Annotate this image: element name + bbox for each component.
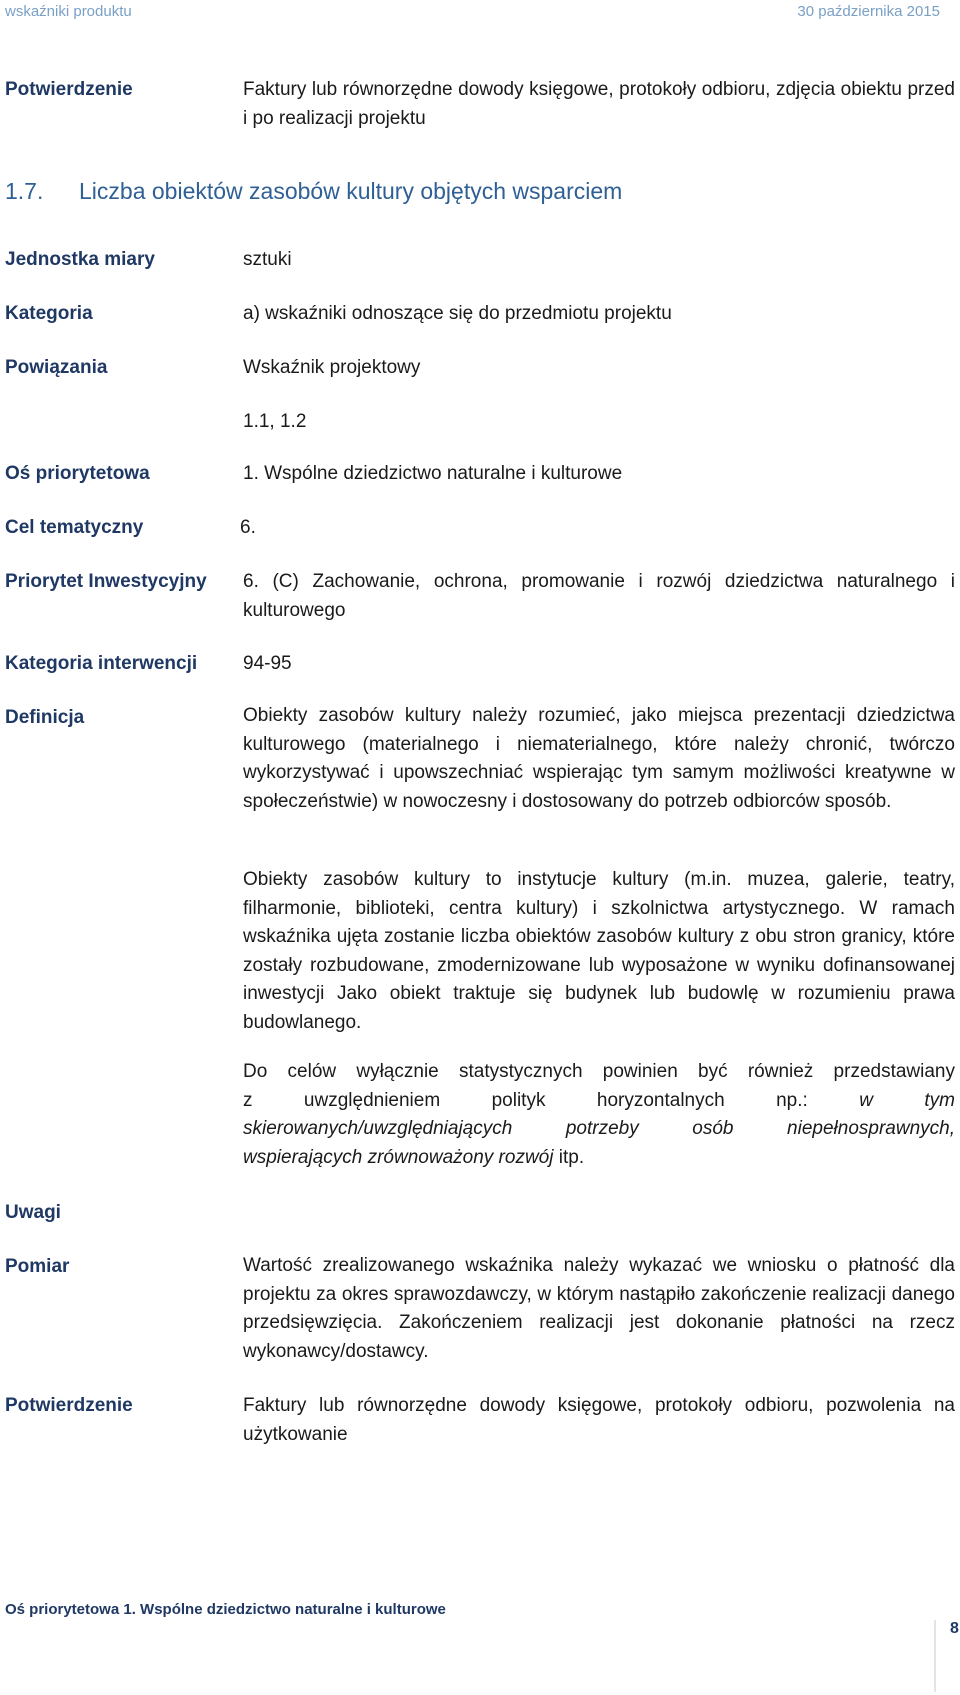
label-kategoria-interwencji: Kategoria interwencji	[5, 653, 198, 674]
value-powiazania-2: 1.1, 1.2	[243, 411, 307, 432]
value-kategoria: a) wskaźniki odnoszące się do przedmiotu projektu	[243, 303, 672, 324]
label-definicja: Definicja	[5, 707, 85, 728]
section-title: Liczba obiektów zasobów kultury objętych wsparciem	[79, 178, 623, 204]
label-powiazania: Powiązania	[5, 357, 108, 378]
value-jednostka-miary: sztuki	[243, 249, 292, 270]
value-pomiar: Wartość zrealizowanego wskaźnika należy wykazać we wniosku o płatność dla projektu za okres sprawozdawczy, w którym nastąpiło zakończenie realizacji danego przedsięwzięcia. Zakończeniem realizacji jest dokonanie płatności na rzecz wykonawcy/dostawcy.	[243, 1255, 955, 1362]
label-pomiar: Pomiar	[5, 1256, 70, 1277]
definicja-p3-line-3: skierowanych/uwzględniających potrzeby osób niepełnosprawnych,	[243, 1118, 955, 1139]
footer-text: Oś priorytetowa 1. Wspólne dziedzictwo naturalne i kulturowe	[5, 1601, 446, 1618]
value-powiazania-1: Wskaźnik projektowy	[243, 357, 421, 378]
header-document-title: wskaźniki produktu	[5, 3, 132, 20]
value-os-priorytetowa: 1. Wspólne dziedzictwo naturalne i kulturowe	[243, 463, 623, 484]
definicja-p3-line-2-italic: w tym	[859, 1089, 956, 1111]
definicja-paragraph-1: Obiekty zasobów kultury należy rozumieć, jako miejsca prezentacji dziedzictwa kulturowego (materialnego i niematerialnego, które należy chronić, twórczo wykorzystywać i upowszechniać wspierając tym samym możliwości kreatywne w społeczeństwie) w nowoczesny i dostosowany do potrzeb odbiorców sposób.	[243, 705, 955, 812]
definicja-p3-line-4-italic: wspierających zrównoważony rozwój	[243, 1146, 554, 1168]
label-jednostka-miary: Jednostka miary	[5, 249, 155, 270]
value-potwierdzenie: Faktury lub równorzędne dowody księgowe, protokoły odbioru, pozwolenia na użytkowanie	[243, 1395, 955, 1445]
header-date: 30 października 2015	[797, 3, 940, 20]
label-potwierdzenie-top: Potwierdzenie	[5, 79, 133, 100]
definicja-p3-line-2	[243, 1087, 955, 1116]
definicja-p3-line-4	[243, 1144, 955, 1173]
page-number: 8	[950, 1620, 959, 1637]
value-priorytet-inwestycyjny: 6. (C) Zachowanie, ochrona, promowanie i rozwój dziedzictwa naturalnego i kulturowego	[243, 571, 955, 621]
label-kategoria: Kategoria	[5, 303, 93, 324]
section-heading	[5, 178, 622, 205]
label-potwierdzenie: Potwierdzenie	[5, 1395, 133, 1416]
label-os-priorytetowa: Oś priorytetowa	[5, 463, 150, 484]
value-cel-tematyczny: 6.	[240, 517, 256, 538]
value-potwierdzenie-top: Faktury lub równorzędne dowody księgowe, protokoły odbioru, zdjęcia obiektu przed i po realizacji projektu	[243, 79, 955, 129]
definicja-paragraph-2: Obiekty zasobów kultury to instytucje kultury (m.in. muzea, galerie, teatry, filharmonie, biblioteki, centra kultury) i szkolnictwa artystycznego. W ramach wskaźnika ujęta zostanie liczba obiektów zasobów kultury z obu stron granicy, które zostały rozbudowane, zmodernizowane lub wyposażone w wyniku dofinansowanej inwestycji Jako obiekt traktuje się budynek lub budowlę w rozumieniu prawa budowlanego.	[243, 869, 955, 1033]
definicja-paragraph-3	[243, 1058, 955, 1172]
value-kategoria-interwencji: 94-95	[243, 653, 292, 674]
label-uwagi: Uwagi	[5, 1202, 61, 1223]
definicja-p3-line-1: Do celów wyłącznie statystycznych powinien być również przedstawiany	[243, 1061, 955, 1082]
definicja-p3-line-4-text: itp.	[553, 1146, 585, 1168]
label-priorytet-inwestycyjny: Priorytet Inwestycyjny	[5, 571, 207, 592]
section-number: 1.7.	[5, 178, 44, 204]
definicja-p3-line-2-text: z uwzględnieniem polityk horyzontalnych np.:	[243, 1089, 860, 1111]
label-cel-tematyczny: Cel tematyczny	[5, 517, 144, 538]
